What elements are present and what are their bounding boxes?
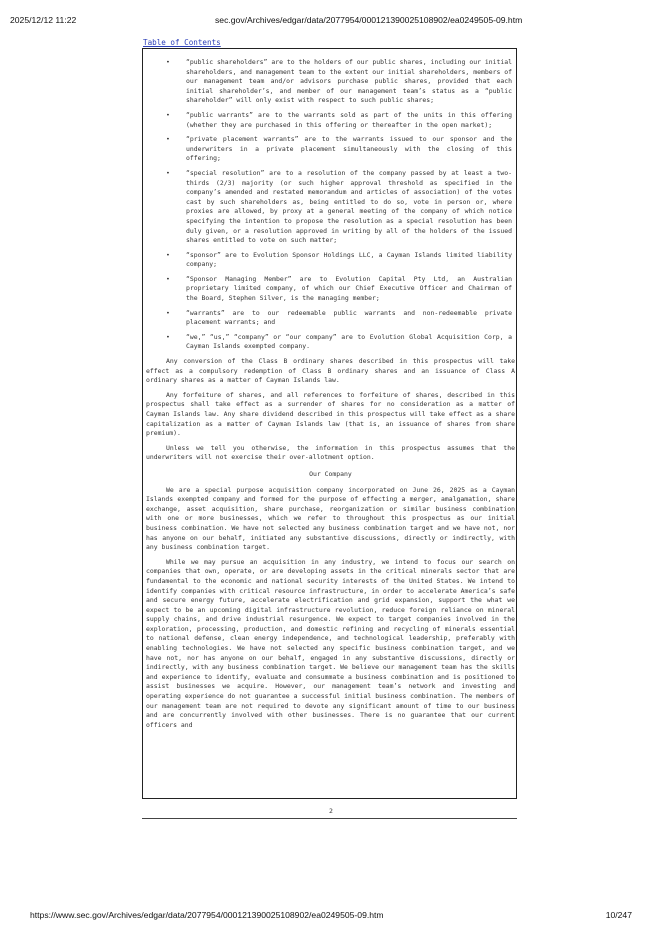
bullet-icon: •: [166, 110, 170, 119]
definition-item: [146, 58, 515, 106]
definition-item: [146, 111, 515, 130]
section-heading: Our Company: [309, 469, 352, 478]
print-page-indicator: 10/247: [605, 910, 632, 920]
print-timestamp: 2025/12/12 11:22: [10, 15, 77, 25]
print-header: [0, 15, 662, 29]
page-divider: [142, 818, 517, 819]
bullet-icon: •: [166, 332, 170, 341]
bullet-icon: •: [166, 135, 170, 144]
bullet-icon: •: [166, 308, 170, 317]
document-body: [146, 58, 515, 735]
definition-text: “public shareholders” are to the holders of our public shares, including our initial shareholders, and management team to the extent our initial shareholders, members of our management team and/or advisors purchase public shares, provided that each initial shareholder’s, and member of our management team’s status as a “public shareholder” will only exist with respect to such public shares;: [186, 58, 512, 105]
print-header-url: sec.gov/Archives/edgar/data/2077954/000121390025108902/ea0249505-09.htm: [215, 15, 523, 25]
definition-text: “private placement warrants” are to the warrants issued to our sponsor and the underwriters in a private placement simultaneously with the closing of this offering;: [186, 135, 512, 163]
paragraph: Any forfeiture of shares, and all references to forfeiture of shares, described in this prospectus shall take effect as a surrender of shares for no consideration as a matter of Cayman Islands law. Any share dividend described in this prospectus will take effect as a share capitalization as a matter of Cayman Islands law (that is, an issuance of shares from share premium).: [146, 390, 515, 438]
definition-text: “public warrants” are to the warrants sold as part of the units in this offering (whether they are purchased in this offering or thereafter in the open market);: [186, 110, 512, 129]
bullet-icon: •: [166, 250, 170, 259]
paragraph: We are a special purpose acquisition company incorporated on June 26, 2025 as a Cayman Islands exempted company and formed for the purpose of effecting a merger, amalgamation, share exchange, asset acquisition, share purchase, reorganization or similar business combination with one or more businesses, which we refer to throughout this prospectus as our initial business combination. We have not selected any business combination target and we have not, nor has anyone on our behalf, initiated any substantive discussions, directly or indirectly, with any business combination target.: [146, 485, 515, 552]
definition-text: “warrants” are to our redeemable public warrants and non-redeemable private placement warrants; and: [186, 308, 512, 327]
print-footer: [0, 910, 662, 924]
definition-item: [146, 309, 515, 328]
definition-text: “special resolution” are to a resolution of the company passed by at least a two-thirds (2/3) majority (or such higher approval threshold as specified in the company’s amended and restated memorandum and articles of association) of the votes cast by such shareholders as, being entitled to do so, vote in person or, where proxies are allowed, by proxy at a general meeting of the company of which notice specifying the intention to propose the resolution as a special resolution has been duly given, or a resolution approved in writing by all of the holders of the issued shares entitled to vote on such matter;: [186, 168, 512, 245]
definition-item: [146, 251, 515, 270]
definition-item: [146, 135, 515, 164]
definition-text: “sponsor” are to Evolution Sponsor Holdings LLC, a Cayman Islands limited liability company;: [186, 250, 512, 269]
bullet-icon: •: [166, 274, 170, 283]
paragraph: While we may pursue an acquisition in any industry, we intend to focus our search on companies that own, operate, or are developing assets in the critical minerals sector that are fundamental to the economic and national security interests of the United States. We intend to identify companies with critical resource infrastructure, in order to accelerate America’s safe and secure energy future, accelerate electrification and grid expansion, support the what we expect to be an upcoming digital infrastructure revolution, reduce foreign reliance on mineral supply chains, and drive industrial resurgence. We expect to target companies involved in the exploration, processing, production, and domestic refining and recycling of minerals essential to national defense, clean energy independence, and technological leadership, preferably with enabling technologies. We have not selected any specific business combination target, and we have not, nor has anyone on our behalf, engaged in any substantive discussions, directly or indirectly, with any business combination target. We believe our management team has the skills and experience to identify, evaluate and consummate a business combination and is positioned to assist businesses we acquire. However, our management team’s network and investing and operating experience do not guarantee a successful initial business combination. The members of our management team are not required to devote any significant amount of time to our business and are concurrently involved with other businesses. There is no guarantee that our current officers and: [146, 557, 515, 729]
definitions-list: [146, 58, 515, 352]
definition-text: “we,” “us,” “company” or “our company” are to Evolution Global Acquisition Corp, a Cayman Islands exempted company.: [186, 332, 512, 351]
bullet-icon: •: [166, 58, 170, 66]
definition-item: [146, 169, 515, 246]
definition-item: [146, 333, 515, 352]
definition-text: “Sponsor Managing Member” are to Evolution Capital Pty Ltd, an Australian proprietary limited company, of which our Chief Executive Officer and Chairman of the Board, Stephen Silver, is the managing member;: [186, 274, 512, 303]
bullet-icon: •: [166, 168, 170, 177]
document-page-frame: [142, 48, 517, 799]
paragraph: Any conversion of the Class B ordinary shares described in this prospectus will take effect as a compulsory redemption of Class B ordinary shares and an issuance of Class A ordinary shares as a matter of Cayman Islands law.: [146, 357, 515, 385]
definition-item: [146, 275, 515, 304]
page-number: 2: [329, 807, 333, 815]
table-of-contents-link[interactable]: Table of Contents: [143, 38, 221, 47]
print-footer-url: https://www.sec.gov/Archives/edgar/data/2077954/000121390025108902/ea0249505-09.htm: [30, 910, 384, 920]
paragraph: Unless we tell you otherwise, the information in this prospectus assumes that the underwriters will not exercise their over-allotment option.: [146, 443, 515, 462]
